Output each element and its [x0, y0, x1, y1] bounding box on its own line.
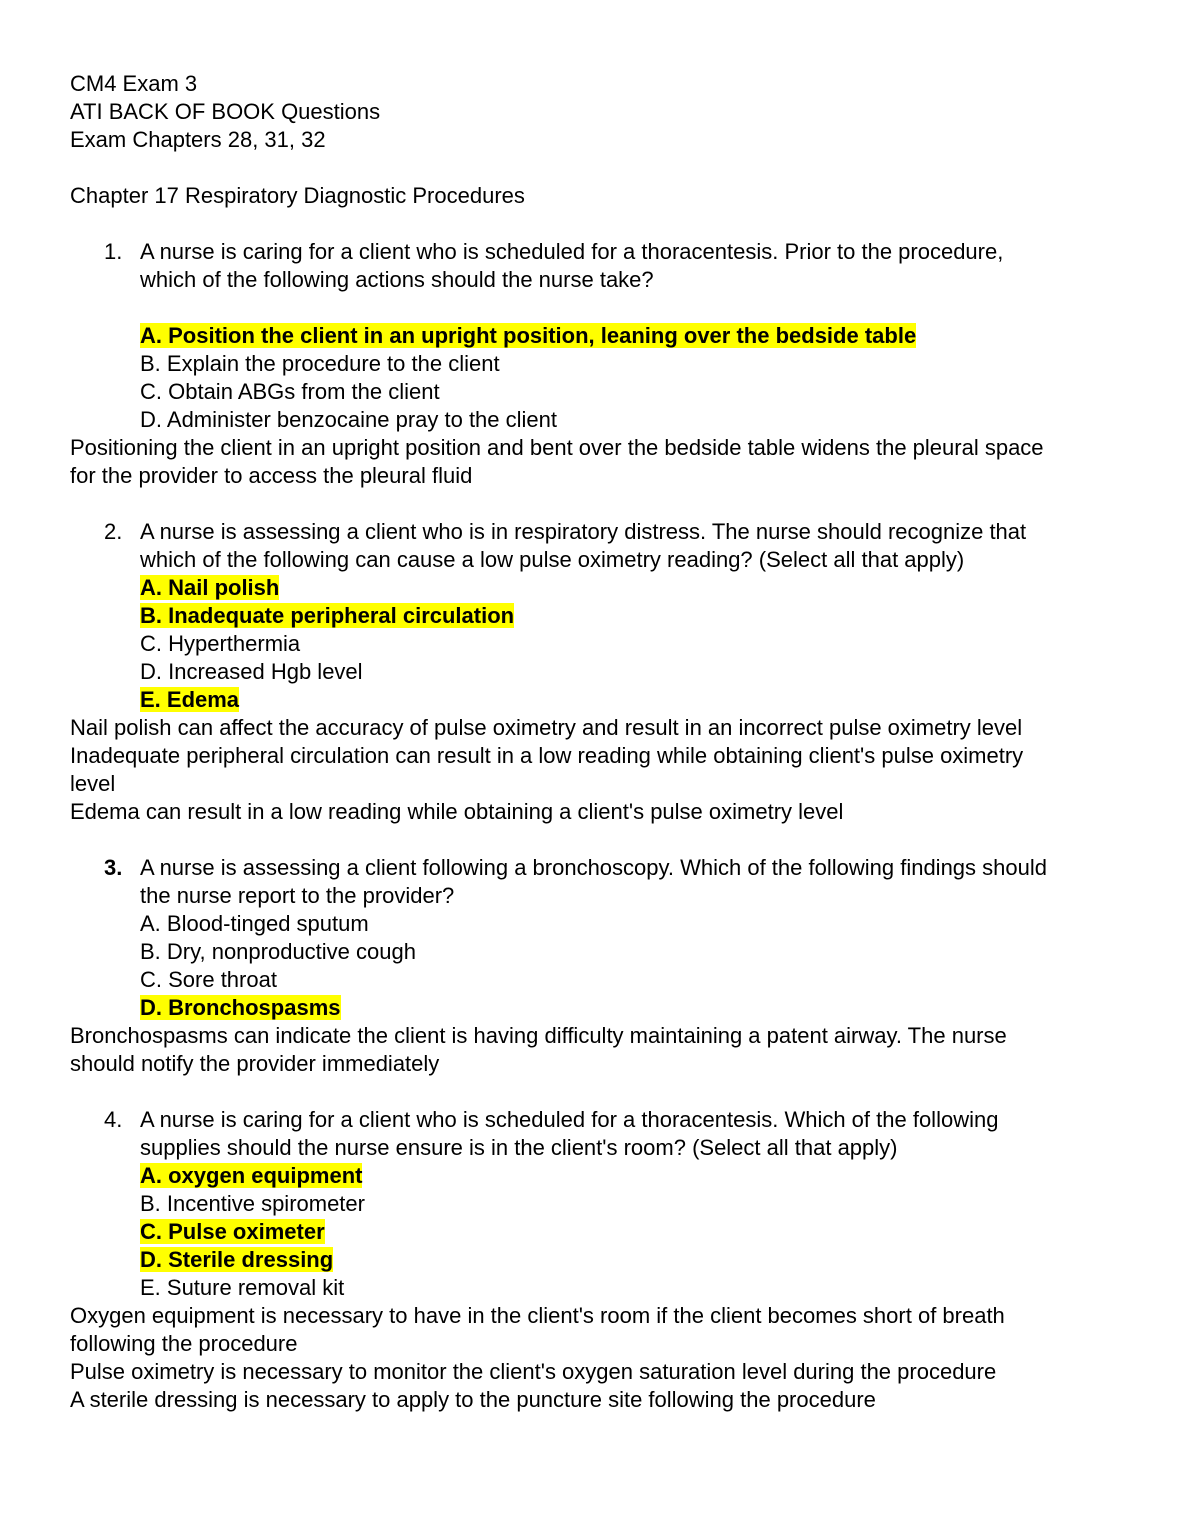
rationale: Nail polish can affect the accuracy of pulse oximetry and result in an incorrect pulse oximetry level Inadequate peripheral circulation can result in a low reading while obtaining client's pulse oximetry level Edema can result in a low reading while obtaining a client's pulse oximetry level: [70, 715, 1024, 824]
rationale: Oxygen equipment is necessary to have in the client's room if the client becomes short of breath following the procedure Pulse oximetry is necessary to monitor the client's oxygen saturation level during the procedure A sterile dressing is necessary to apply to the puncture site following the procedure: [70, 1303, 1005, 1412]
answer-option-correct: E. Edema: [140, 687, 240, 712]
answer-option: B. Incentive spirometer: [140, 1191, 365, 1216]
answer-options: [70, 910, 1130, 1022]
answer-option: D. Administer benzocaine pray to the client: [140, 407, 558, 432]
question-block: [70, 854, 1130, 1078]
answer-option-correct: A. Nail polish: [140, 575, 280, 600]
answer-option-correct: D. Sterile dressing: [140, 1247, 334, 1272]
answer-option-correct: B. Inadequate peripheral circulation: [140, 603, 515, 628]
answer-option-correct: A. oxygen equipment: [140, 1163, 363, 1188]
exam-chapters: Exam Chapters 28, 31, 32: [70, 127, 326, 152]
answer-option-correct: A. Position the client in an upright position, leaning over the bedside table: [140, 323, 917, 348]
question-stem: 1. A nurse is caring for a client who is scheduled for a thoracentesis. Prior to the procedure, which of the following actions should the nurse take?: [104, 239, 1004, 292]
answer-option: C. Obtain ABGs from the client: [140, 379, 440, 404]
document-header: [70, 70, 1130, 154]
answer-option-correct: C. Pulse oximeter: [140, 1219, 325, 1244]
question-block: [70, 518, 1130, 826]
question-number: 3.: [104, 855, 123, 880]
document-page: [70, 70, 1130, 1414]
answer-option: C. Sore throat: [140, 967, 277, 992]
question-stem: 3. A nurse is assessing a client following a bronchoscopy. Which of the following findings should the nurse report to the provider?: [104, 855, 1047, 908]
answer-option: D. Increased Hgb level: [140, 659, 363, 684]
answer-options: [70, 574, 1130, 714]
answer-option: C. Hyperthermia: [140, 631, 301, 656]
document-subtitle: ATI BACK OF BOOK Questions: [70, 99, 381, 124]
question-block: [70, 238, 1130, 490]
question-stem: 4. A nurse is caring for a client who is scheduled for a thoracentesis. Which of the following supplies should the nurse ensure is in the client's room? (Select all that apply): [104, 1107, 999, 1160]
rationale: Positioning the client in an upright position and bent over the bedside table widens the pleural space for the provider to access the pleural fluid: [70, 435, 1044, 488]
question-block: [70, 1106, 1130, 1414]
answer-options: [70, 322, 1130, 434]
course-title: CM4 Exam 3: [70, 71, 198, 96]
question-number: 1.: [104, 239, 123, 264]
question-number: 4.: [104, 1107, 123, 1132]
question-stem: 2. A nurse is assessing a client who is in respiratory distress. The nurse should recognize that which of the following can cause a low pulse oximetry reading? (Select all that apply): [104, 519, 1027, 572]
answer-option: B. Dry, nonproductive cough: [140, 939, 416, 964]
answer-options: [70, 1162, 1130, 1302]
answer-option-correct: D. Bronchospasms: [140, 995, 341, 1020]
rationale: Bronchospasms can indicate the client is having difficulty maintaining a patent airway. The nurse should notify the provider immediately: [70, 1023, 1007, 1076]
chapter-title: Chapter 17 Respiratory Diagnostic Procedures: [70, 183, 525, 208]
answer-option: B. Explain the procedure to the client: [140, 351, 500, 376]
answer-option: E. Suture removal kit: [140, 1275, 345, 1300]
answer-option: A. Blood-tinged sputum: [140, 911, 369, 936]
question-number: 2.: [104, 519, 123, 544]
